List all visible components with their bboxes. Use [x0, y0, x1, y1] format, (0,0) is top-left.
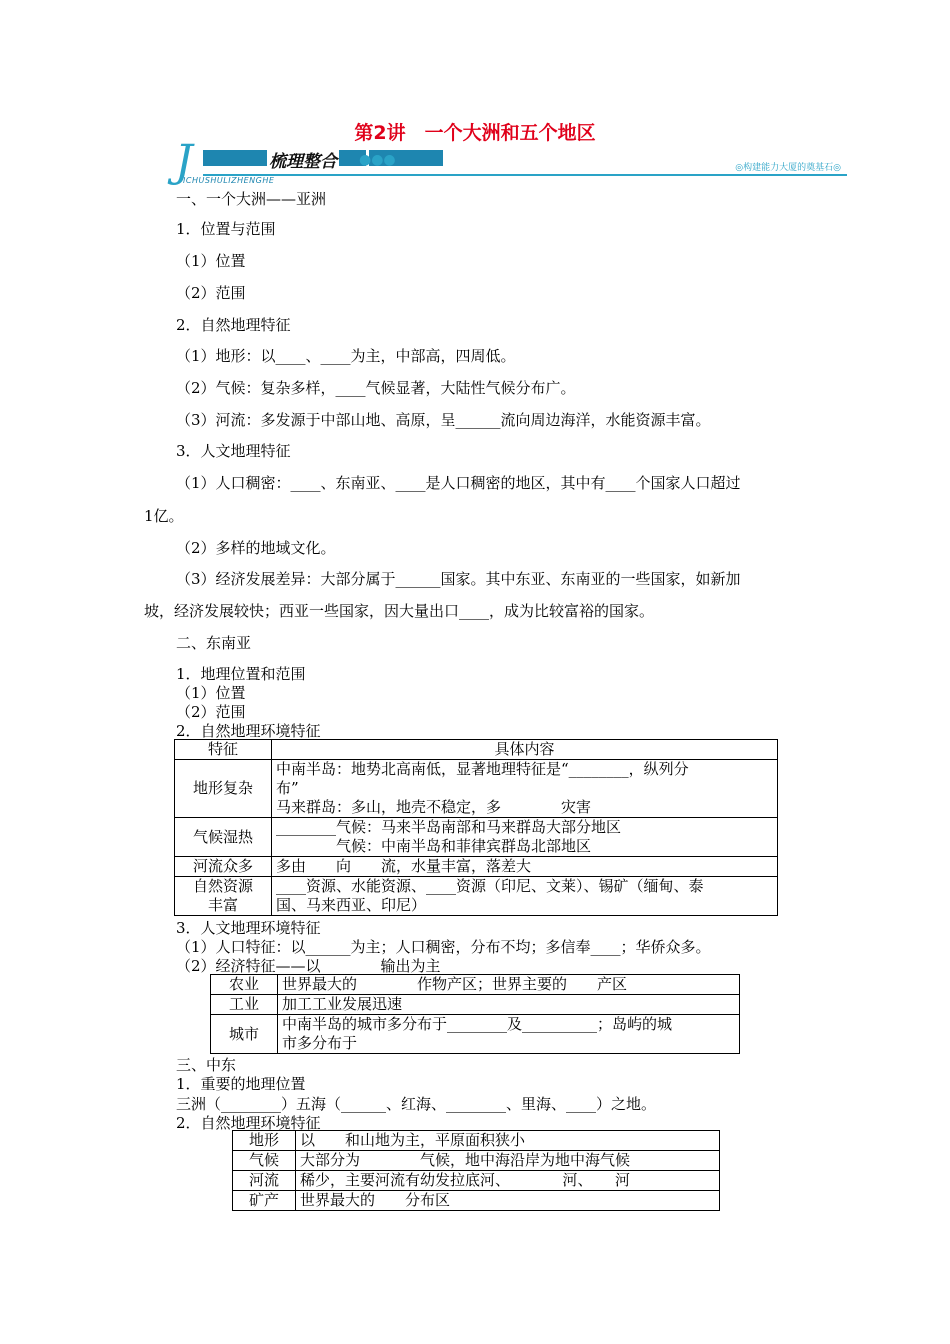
banner-divider: [203, 174, 847, 176]
table-header: 特征: [175, 740, 272, 760]
row-key: 地形: [233, 1131, 296, 1151]
cell-line: 中南半岛：地势北高南低，显著地理特征是“________，纵列分: [276, 760, 689, 778]
row-key: 农业: [211, 975, 278, 995]
row-key: [175, 877, 272, 916]
row-key: 气候湿热: [175, 818, 272, 857]
table-row: [175, 760, 778, 818]
page-title: 第2讲 一个大洲和五个地区: [354, 122, 596, 144]
cell-line: ________气候：马来半岛南部和马来群岛大部分地区: [276, 818, 622, 836]
item-text: （2）气候：复杂多样，____气候显著，大陆性气候分布广。: [176, 379, 576, 397]
banner-dots: ●●●: [359, 152, 396, 168]
row-content: [272, 818, 778, 857]
item-text: （1）地形：以____、____为主，中部高，四周低。: [176, 347, 516, 365]
item-text: （2）范围: [176, 284, 246, 302]
cell-line: 气候：中南半岛和菲律宾群岛北部地区: [276, 837, 592, 855]
cell-line: 自然资源: [192, 877, 253, 895]
table-row: [233, 1171, 720, 1191]
item-text: 1亿。: [144, 507, 184, 525]
cell-line: 马来群岛：多山，地壳不稳定，多 灾害: [276, 798, 592, 816]
row-content: 以 和山地为主，平原面积狭小: [296, 1131, 720, 1151]
row-content: [272, 760, 778, 818]
section-heading: 三、中东: [176, 1056, 237, 1074]
row-key: 河流: [233, 1171, 296, 1191]
table-row: [211, 1015, 740, 1054]
subheading: 3．人文地理环境特征: [176, 919, 321, 937]
banner-motto: ◎构建能力大厦的奠基石◎: [735, 163, 841, 173]
banner-letter: J: [175, 136, 193, 187]
subheading: 3．人文地理特征: [176, 442, 291, 460]
item-text: （1）位置: [176, 252, 246, 270]
cell-line: 中南半岛的城市多分布于________及__________；岛屿的城: [282, 1015, 673, 1033]
item-text: （2）多样的地域文化。: [176, 539, 336, 557]
banner-label: 梳理整合: [267, 147, 339, 172]
row-key: 城市: [211, 1015, 278, 1054]
item-text: （1）人口稠密：____、东南亚、____是人口稠密的地区，其中有____个国家人口超过: [176, 474, 741, 492]
item-text: 三洲（________）五海（______、红海、________、里海、____）之地。: [176, 1095, 657, 1113]
cell-line: 市多分布于: [282, 1034, 358, 1052]
item-text: 坡，经济发展较快；西亚一些国家，因大量出口____，成为比较富裕的国家。: [144, 602, 655, 620]
table-row: [233, 1191, 720, 1211]
subheading: 1．位置与范围: [176, 220, 276, 238]
table-row: [211, 975, 740, 995]
item-text: （3）河流：多发源于中部山地、高原，呈______流向周边海洋，水能资源丰富。: [176, 411, 711, 429]
se-asia-nature-table: [174, 739, 778, 916]
table-row: [175, 877, 778, 916]
item-text: （3）经济发展差异：大部分属于______国家。其中东亚、东南亚的一些国家，如新加: [176, 570, 741, 588]
row-key: 气候: [233, 1151, 296, 1171]
table-row: [211, 995, 740, 1015]
cell-line: ____资源、水能资源、____资源（印尼、文莱）、锡矿（缅甸、泰: [276, 877, 704, 895]
table-header: 具体内容: [272, 740, 778, 760]
subheading: 2．自然地理环境特征: [176, 1114, 321, 1132]
row-content: 稀少，主要河流有幼发拉底河、 河、 河: [296, 1171, 720, 1191]
row-content: 多由 向 流，水量丰富，落差大: [272, 857, 778, 877]
middle-east-nature-table: [232, 1130, 720, 1211]
table-row: [175, 818, 778, 857]
banner-pinyin: ICHUSHULIZHENGHE: [183, 176, 275, 185]
row-key: 河流众多: [175, 857, 272, 877]
row-content: 大部分为 气候，地中海沿岸为地中海气候: [296, 1151, 720, 1171]
section-banner: [175, 136, 847, 187]
table-row: [175, 857, 778, 877]
item-text: （1）人口特征：以______为主；人口稠密，分布不均；多信奉____；华侨众多。: [176, 938, 711, 956]
item-text: （2）经济特征——以 输出为主: [176, 957, 441, 975]
row-key: 矿产: [233, 1191, 296, 1211]
section-heading: 一、一个大洲——亚洲: [176, 190, 327, 208]
row-key: 工业: [211, 995, 278, 1015]
subheading: 1．重要的地理位置: [176, 1075, 306, 1093]
row-content: 世界最大的 分布区: [296, 1191, 720, 1211]
row-content: [272, 877, 778, 916]
item-text: （1）位置: [176, 684, 246, 702]
row-key: 地形复杂: [175, 760, 272, 818]
subheading: 1．地理位置和范围: [176, 665, 306, 683]
row-content: 世界最大的 作物产区；世界主要的 产区: [278, 975, 740, 995]
section-heading: 二、东南亚: [176, 634, 252, 652]
table-row: [175, 740, 778, 760]
table-row: [233, 1131, 720, 1151]
row-content: 加工工业发展迅速: [278, 995, 740, 1015]
row-content: [278, 1015, 740, 1054]
subheading: 2．自然地理环境特征: [176, 722, 321, 740]
cell-line: 丰富: [207, 896, 238, 914]
cell-line: 布”: [276, 779, 299, 797]
cell-line: 国、马来西亚、印尼）: [276, 896, 427, 914]
se-asia-economy-table: [210, 974, 740, 1054]
table-row: [233, 1151, 720, 1171]
item-text: （2）范围: [176, 703, 246, 721]
subheading: 2．自然地理特征: [176, 316, 291, 334]
